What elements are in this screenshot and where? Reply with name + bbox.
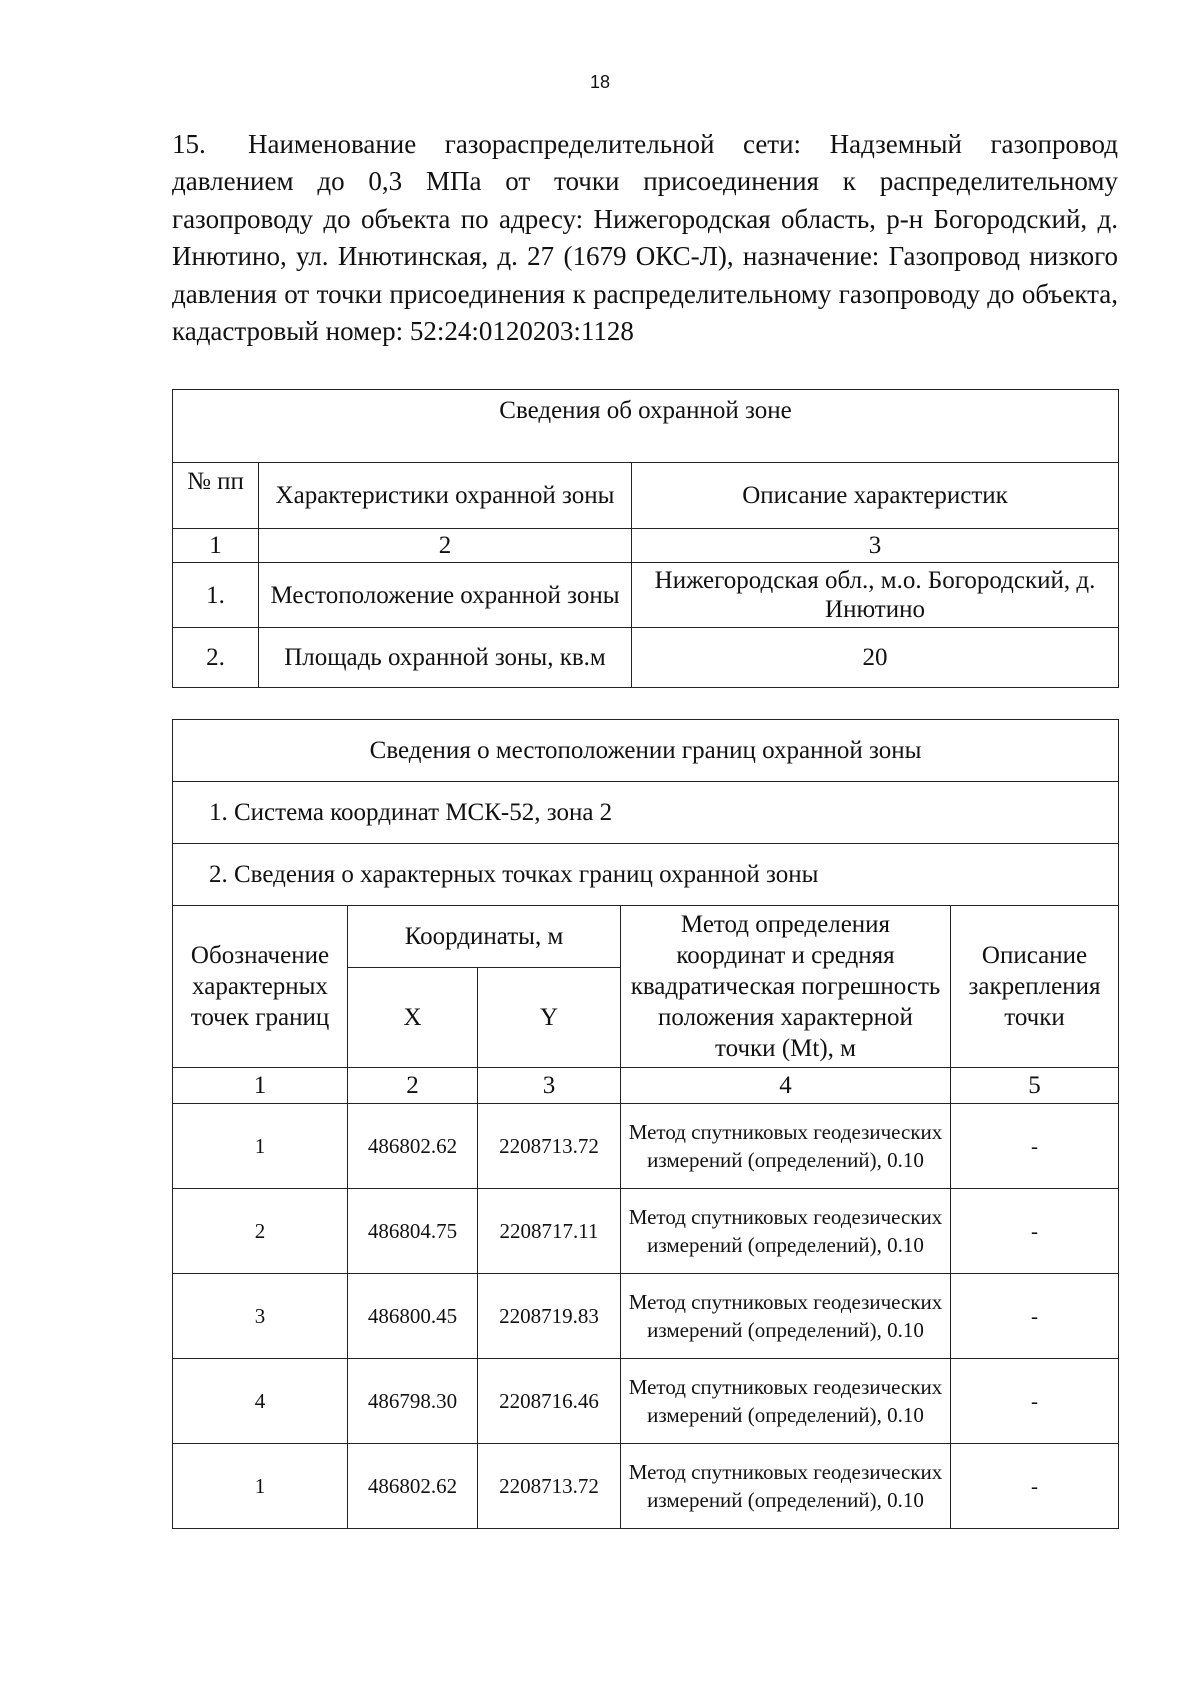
point-method: Метод спутниковых геодезических измерений (определений), 0.10 [621,1359,951,1444]
point-method: Метод спутниковых геодезических измерений (определений), 0.10 [621,1189,951,1274]
table-row [173,1359,1119,1444]
point-y: 2208717.11 [478,1189,621,1274]
point-x: 486802.62 [348,1444,478,1529]
point-id: 4 [173,1359,348,1444]
page-number: 18 [589,72,611,92]
col-number-3: 3 [632,529,1119,563]
boundary-table-title: Сведения о местоположении границ охранной зоны [173,720,1119,782]
point-x: 486800.45 [348,1274,478,1359]
point-id: 3 [173,1274,348,1359]
col-number-1: 1 [173,1068,348,1104]
header-y: Y [478,968,621,1068]
point-id: 1 [173,1104,348,1189]
point-y: 2208719.83 [478,1274,621,1359]
protection-zone-table [172,389,1119,688]
point-x: 486802.62 [348,1104,478,1189]
col-number-2: 2 [348,1068,478,1104]
header-description: Описание характеристик [632,463,1119,529]
table-row [173,1444,1119,1529]
header-number: № пп [173,463,259,529]
row-value: 20 [632,628,1119,688]
header-x: X [348,968,478,1068]
point-method: Метод спутниковых геодезических измерений (определений), 0.10 [621,1444,951,1529]
row-value: Нижегородская обл., м.о. Богородский, д. Инютино [632,563,1119,628]
point-method: Метод спутниковых геодезических измерений (определений), 0.10 [621,1274,951,1359]
col-number-1: 1 [173,529,259,563]
table-row [173,1274,1119,1359]
row-characteristic: Местоположение охранной зоны [259,563,632,628]
point-fixing: - [951,1189,1119,1274]
coordinate-system: 1. Система координат МСК-52, зона 2 [173,782,1119,844]
point-id: 2 [173,1189,348,1274]
col-number-3: 3 [478,1068,621,1104]
header-point: Обозначение характерных точек границ [173,906,348,1068]
point-method: Метод спутниковых геодезических измерений (определений), 0.10 [621,1104,951,1189]
points-title: 2. Сведения о характерных точках границ охранной зоны [173,844,1119,906]
point-fixing: - [951,1104,1119,1189]
header-fixing: Описание закрепления точки [951,906,1119,1068]
col-number-2: 2 [259,529,632,563]
point-id: 1 [173,1444,348,1529]
row-number: 2. [173,628,259,688]
point-x: 486798.30 [348,1359,478,1444]
point-y: 2208713.72 [478,1104,621,1189]
point-y: 2208713.72 [478,1444,621,1529]
point-fixing: - [951,1359,1119,1444]
header-coordinates: Координаты, м [348,906,621,968]
boundary-coordinates-table [172,719,1119,1529]
section-paragraph [172,126,1118,350]
point-x: 486804.75 [348,1189,478,1274]
zone-table-title: Сведения об охранной зоне [173,390,1119,463]
section-text: Наименование газораспределительной сети: Надземный газопровод давлением до 0,3 МПа от точки присоединения к распределительному газопроводу до объекта по адресу: Нижегородская область, р-н Богородский, д. Инютино, ул. Инютинская, д. 27 (1679 ОКС-Л), назначение: Газопровод низкого давления от точки присоединения к распределительному газопроводу до объекта, кадастровый номер: 52:24:0120203:1128 [172,129,1118,347]
col-number-4: 4 [621,1068,951,1104]
row-number: 1. [173,563,259,628]
point-y: 2208716.46 [478,1359,621,1444]
row-characteristic: Площадь охранной зоны, кв.м [259,628,632,688]
header-method: Метод определения координат и средняя квадратическая погрешность положения характерной точки (Mt), м [621,906,951,1068]
point-fixing: - [951,1444,1119,1529]
table-row [173,1189,1119,1274]
table-row [173,563,1119,628]
header-characteristics: Характеристики охранной зоны [259,463,632,529]
table-row [173,1104,1119,1189]
table-row [173,628,1119,688]
point-fixing: - [951,1274,1119,1359]
section-number: 15. [172,129,206,159]
col-number-5: 5 [951,1068,1119,1104]
